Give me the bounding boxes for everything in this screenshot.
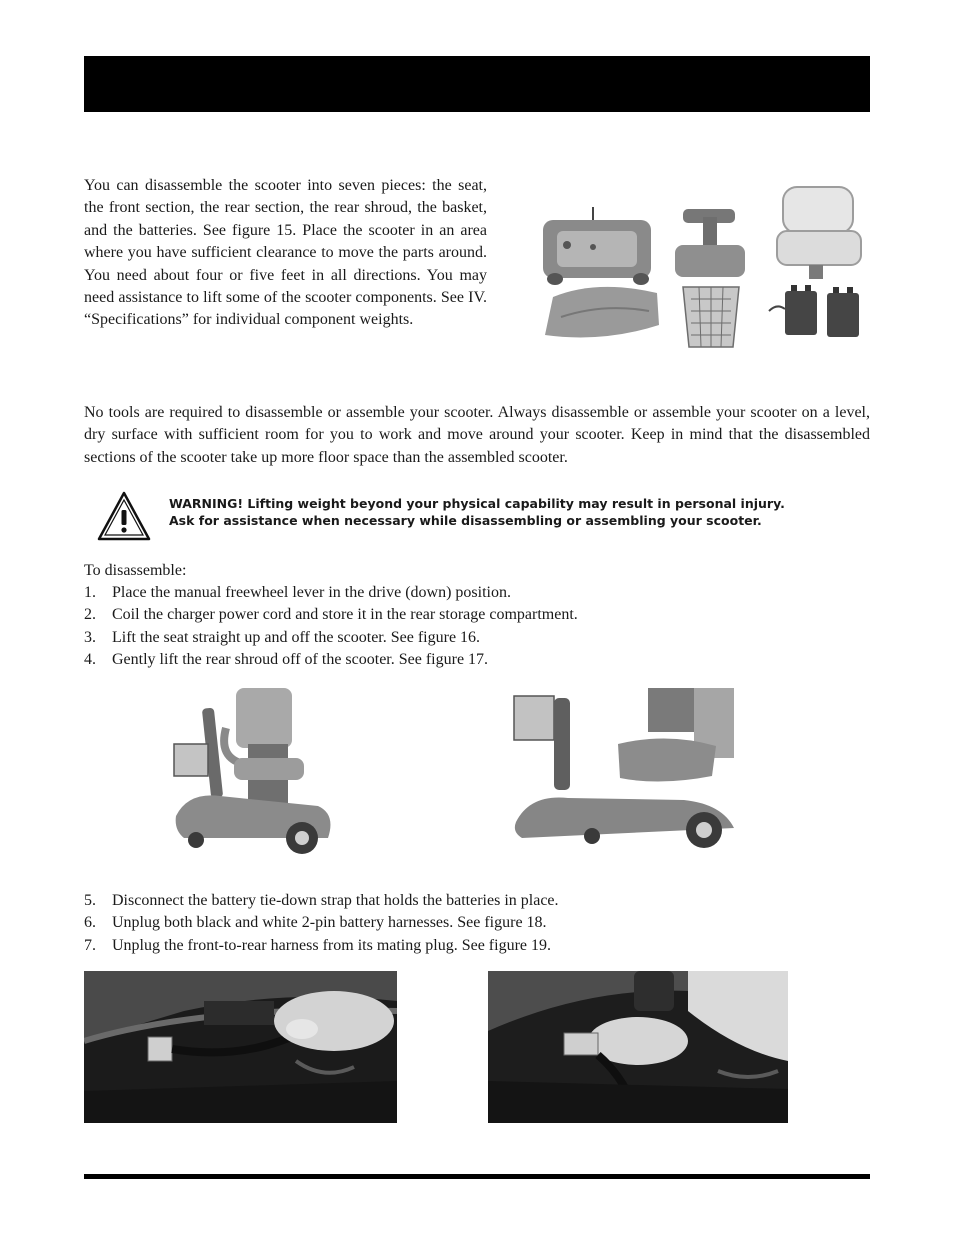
steps-label: To disassemble: [84,562,187,579]
warning-block [96,490,870,542]
intro-paragraph: You can disassemble the scooter into seven pieces: the seat, the front section, the rear section, the rear shroud, the basket, and the batteries. See figure 15. Place the scooter in an area where you have sufficient clearance to move the parts around. You need about four or five feet in all directions. You may need assistance to lift some of the scooter components. See IV. “Specifications” for individual component weights. [84,177,487,329]
step-item [84,627,578,649]
step-item [84,912,559,934]
step-number: 5. [84,892,96,909]
step-text: Gently lift the rear shroud off of the scooter. See figure 17. [112,651,489,669]
step-item [84,649,578,671]
figure-15-photo [533,175,870,353]
footer-rule [84,1174,870,1179]
steps-list-2 [84,890,559,957]
warning-line-1: WARNING! Lifting weight beyond your physical capability may result in personal injury. [169,496,785,511]
warning-triangle-icon [96,490,152,542]
step-text: Place the manual freewheel lever in the drive (down) position. [112,584,511,601]
figure-16-photo [168,688,340,856]
header-bar [84,56,870,112]
step-number: 1. [84,584,96,601]
steps-list-1 [84,582,578,672]
figure-17-photo [508,688,762,856]
step-number: 7. [84,936,96,954]
step-text: Lift the seat straight up and off the scooter. See figure 16. [112,628,481,646]
step-number: 3. [84,628,96,646]
figure-19-photo [488,971,788,1123]
step-number: 4. [84,651,96,669]
step-item [84,582,578,604]
step-item [84,890,559,912]
step-text: Unplug the front-to-rear harness from its mating plug. See figure 19. [112,936,551,954]
step-text: Unplug both black and white 2-pin battery harnesses. See figure 18. [112,914,547,932]
step-item [84,604,578,626]
warning-text [169,495,869,529]
step-text: Disconnect the battery tie-down strap that holds the batteries in place. [112,892,559,909]
warning-line-2: Ask for assistance when necessary while disassembling or assembling your scooter. [169,513,762,528]
step-number: 6. [84,914,96,932]
step-text: Coil the charger power cord and store it in the rear storage compartment. [112,606,578,624]
step-number: 2. [84,606,96,624]
step-item [84,935,559,957]
figure-18-photo [84,971,397,1123]
general-paragraph: No tools are required to disassemble or assemble your scooter. Always disassemble or assemble your scooter on a level, dry surface with sufficient room for you to work and move around your scooter. Keep in mind that the disassembled sections of the scooter take up more floor space than the assembled scooter. [84,404,870,466]
